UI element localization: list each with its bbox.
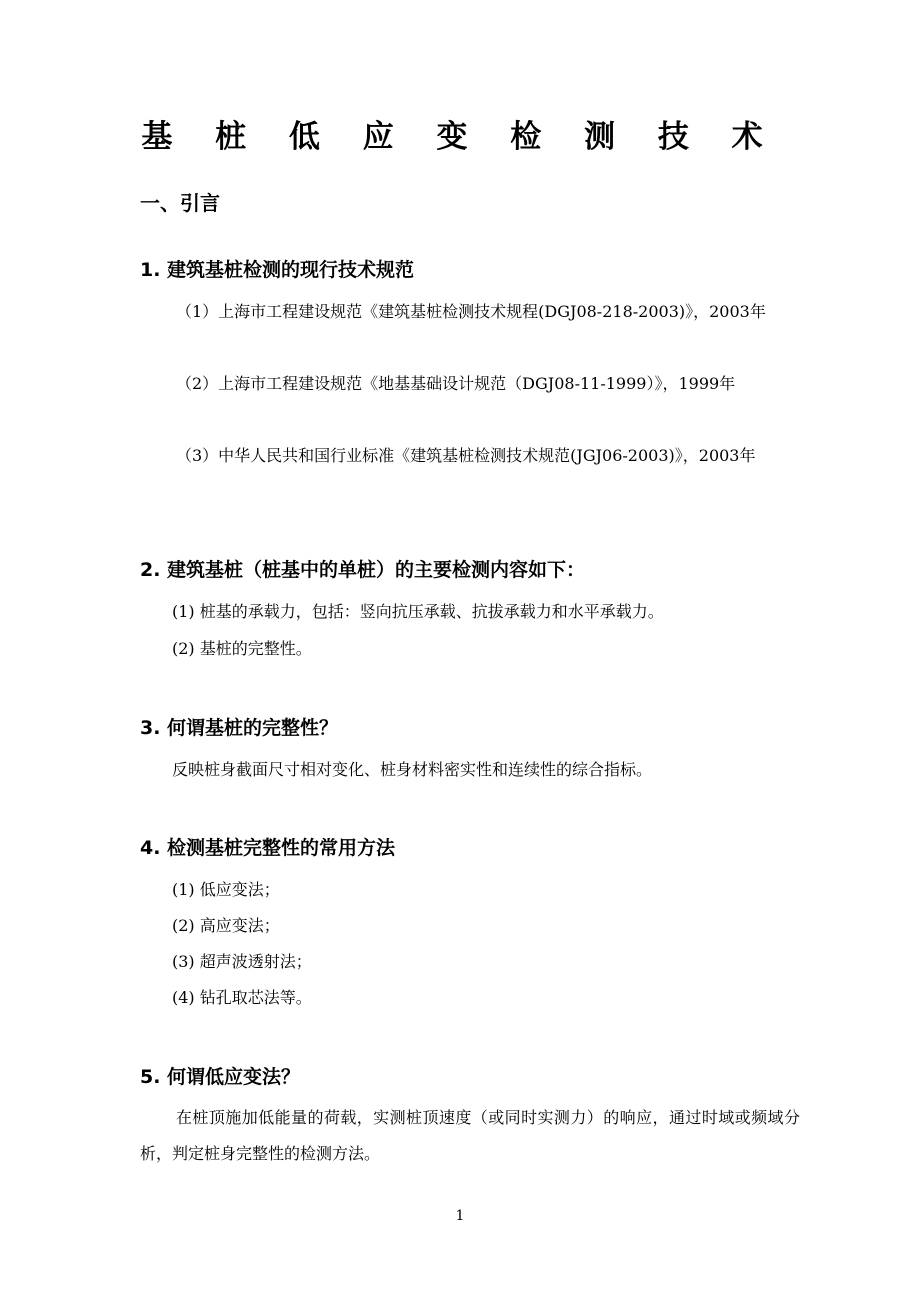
section-3-text: 反映桩身截面尺寸相对变化、桩身材料密实性和连续性的综合指标。 [172, 760, 653, 779]
section-5-heading: 5. 何谓低应变法？ [140, 1066, 301, 1088]
section-4-heading: 4. 检测基桩完整性的常用方法 [140, 837, 396, 859]
list-item: (4) 钻孔取芯法等。 [172, 988, 312, 1007]
list-item: (2) 基桩的完整性。 [172, 639, 312, 658]
section-5-paragraph: 在桩顶施加低能量的荷载，实测桩顶速度（或同时实测力）的响应，通过时域或频域分析，判定桩身完整性的检测方法。 [140, 1108, 800, 1163]
chapter-heading: 一、引言 [140, 191, 220, 215]
list-item: (1) 桩基的承载力，包括：竖向抗压承载、抗拔承载力和水平承载力。 [172, 602, 664, 621]
list-item: (2) 高应变法； [172, 916, 280, 935]
section-2-heading: 2. 建筑基桩（桩基中的单桩）的主要检测内容如下： [140, 559, 586, 581]
page-number: 1 [455, 1208, 465, 1224]
section-1-heading: 1. 建筑基桩检测的现行技术规范 [140, 259, 415, 281]
standard-1-paragraph: （1）上海市工程建设规范《建筑基桩检测技术规程(DGJ08-218-2003)》，2003年 [176, 302, 766, 321]
document-title: 基 桩 低 应 变 检 测 技 术 [141, 119, 779, 155]
list-item: (1) 低应变法； [172, 880, 280, 899]
standard-2-paragraph: （2）上海市工程建设规范《地基基础设计规范（DGJ08-11-1999）》，1999年 [176, 374, 736, 393]
section-3-heading: 3. 何谓基桩的完整性？ [140, 717, 339, 739]
standard-3-paragraph: （3）中华人民共和国行业标准《建筑基桩检测技术规范(JGJ06-2003)》，2003年 [176, 446, 756, 465]
list-item: (3) 超声波透射法； [172, 952, 312, 971]
